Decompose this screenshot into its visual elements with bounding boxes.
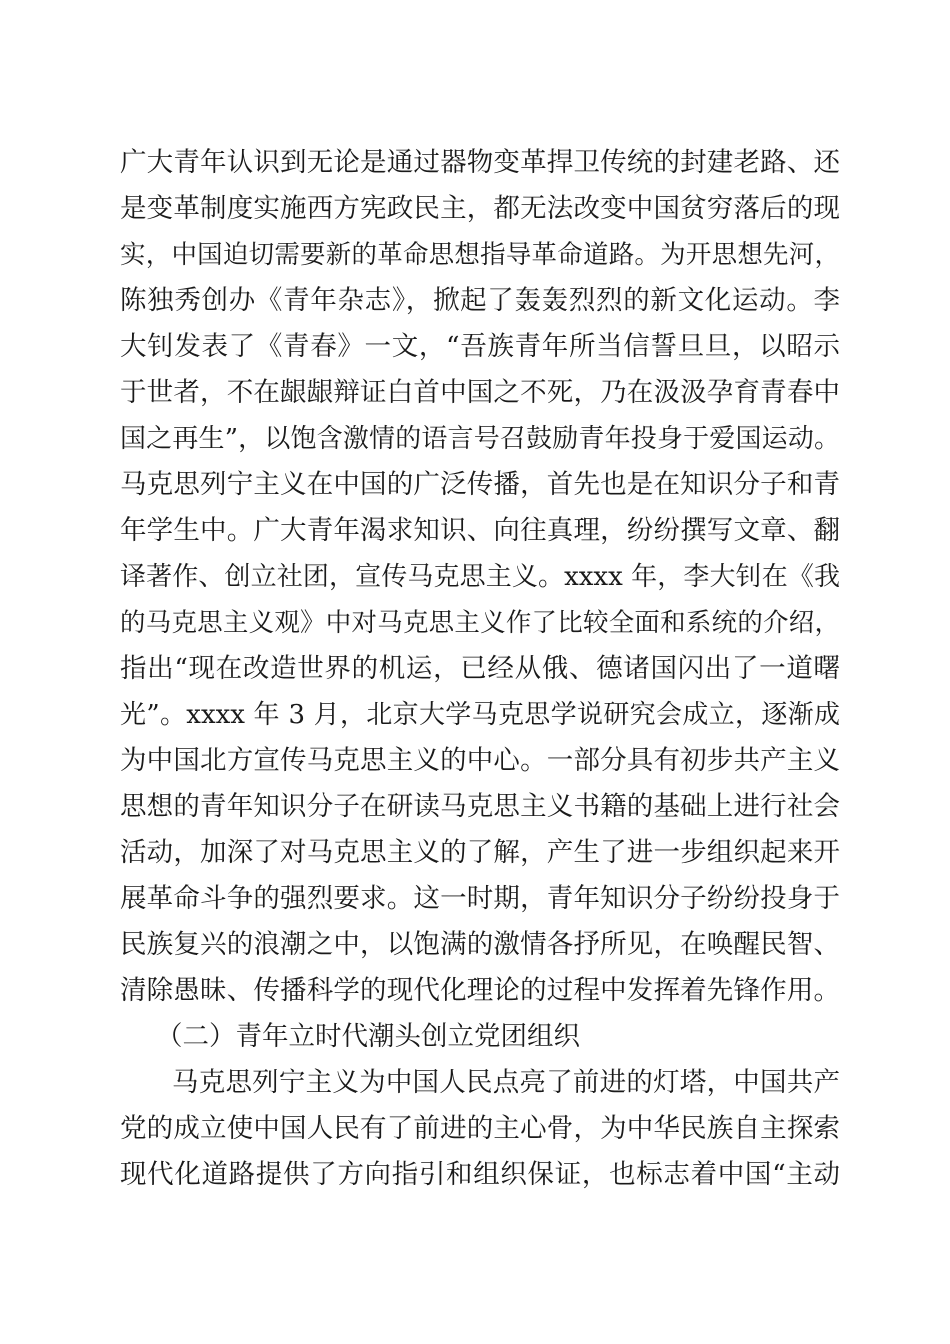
paragraph-line: 思想的青年知识分子在研读马克思主义书籍的基础上进行社会: [120, 791, 840, 822]
paragraph-line: 译著作、创立社团，宣传马克思主义。xxxx 年，李大钊在《我: [120, 562, 840, 592]
paragraph-line: 民族复兴的浪潮之中，以饱满的激情各抒所见，在唤醒民智、: [120, 929, 840, 960]
paragraph-line: 陈独秀创办《青年杂志》，掀起了轰轰烈烈的新文化运动。李: [120, 285, 840, 316]
paragraph-line: 大钊发表了《青春》一文，“吾族青年所当信誓旦旦，以昭示: [120, 331, 840, 362]
paragraph-line: 的马克思主义观》中对马克思主义作了比较全面和系统的介绍，: [120, 608, 840, 638]
paragraph-line: 马克思列宁主义为中国人民点亮了前进的灯塔，中国共产: [172, 1067, 840, 1098]
paragraph-line: 马克思列宁主义在中国的广泛传播，首先也是在知识分子和青: [120, 469, 840, 500]
paragraph-line: 是变革制度实施西方宪政民主，都无法改变中国贫穷落后的现: [120, 193, 840, 224]
paragraph-line: 清除愚昧、传播科学的现代化理论的过程中发挥着先锋作用。: [120, 975, 840, 1006]
paragraph-line: 年学生中。广大青年渴求知识、向往真理，纷纷撰写文章、翻: [120, 515, 840, 546]
paragraph-line: 于世者，不在龈龈辩证白首中国之不死，乃在汲汲孕育青春中: [120, 377, 840, 408]
paragraph-line: 为中国北方宣传马克思主义的中心。一部分具有初步共产主义: [120, 745, 840, 776]
paragraph-line: 国之再生”，以饱含激情的语言号召鼓励青年投身于爱国运动。: [120, 424, 840, 454]
paragraph-line: 广大青年认识到无论是通过器物变革捍卫传统的封建老路、还: [120, 147, 840, 178]
paragraph-line: 展革命斗争的强烈要求。这一时期，青年知识分子纷纷投身于: [120, 883, 840, 914]
paragraph-line: 实，中国迫切需要新的革命思想指导革命道路。为开思想先河，: [120, 240, 840, 270]
paragraph-line: 党的成立使中国人民有了前进的主心骨，为中华民族自主探索: [120, 1113, 840, 1144]
paragraph-line: 指出“现在改造世界的机运，已经从俄、德诸国闪出了一道曙: [120, 653, 840, 684]
section-heading: （二）青年立时代潮头创立党团组织: [156, 1021, 580, 1052]
paragraph-line: 光”。xxxx 年 3 月，北京大学马克思学说研究会成立，逐渐成: [120, 700, 840, 730]
paragraph-line: 活动，加深了对马克思主义的了解，产生了进一步组织起来开: [120, 837, 840, 868]
paragraph-line: 现代化道路提供了方向指引和组织保证，也标志着中国“主动: [120, 1159, 840, 1190]
